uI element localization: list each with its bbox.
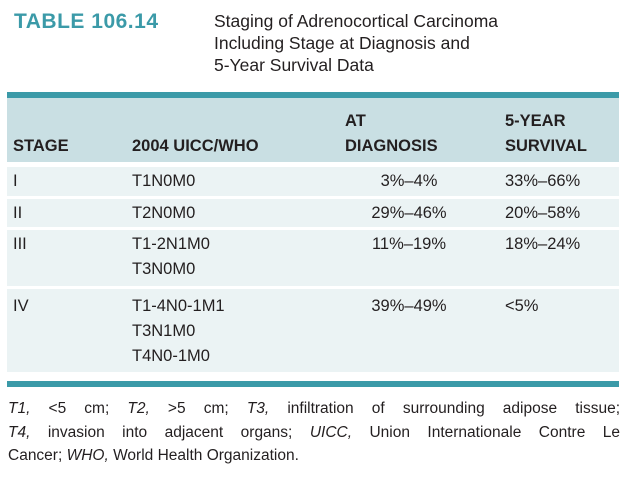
cell-uicc xyxy=(132,169,195,194)
footnote-def: <5 cm; xyxy=(30,400,128,417)
cell-stage: III xyxy=(13,235,27,253)
table-title xyxy=(214,10,498,76)
table-row xyxy=(7,167,619,196)
table-footnote xyxy=(8,397,620,468)
cell-stage: IV xyxy=(13,297,29,315)
uicc-line: T4N0-1M0 xyxy=(132,347,210,365)
table-number: TABLE 106.14 xyxy=(14,10,159,33)
footnote-line xyxy=(8,397,620,421)
cell-survival: 18%–24% xyxy=(505,235,581,253)
uicc-line: T1-2N1M0 xyxy=(132,235,210,253)
footnote-line xyxy=(8,421,620,445)
table-row xyxy=(7,199,619,227)
cell-diagnosis: 3%–4% xyxy=(380,172,438,190)
table-caption xyxy=(14,10,498,76)
table-bottom-rule xyxy=(7,381,619,387)
footnote-def: invasion into adjacent organs; xyxy=(30,423,310,441)
table-row xyxy=(7,230,619,286)
uicc-line: T3N1M0 xyxy=(132,322,196,340)
uicc-line: T1N0M0 xyxy=(132,172,196,190)
cell-stage: I xyxy=(13,172,18,190)
cell-survival: 20%–58% xyxy=(505,204,581,222)
cell-diagnosis: 29%–46% xyxy=(371,204,447,222)
footnote-term: T4, xyxy=(8,423,31,441)
footnote-def: Cancer; xyxy=(8,447,67,464)
cell-diagnosis: 39%–49% xyxy=(371,297,447,315)
table-title-line: 5-Year Survival Data xyxy=(214,55,374,75)
table-row xyxy=(7,289,619,372)
table-title-line: Staging of Adrenocortical Carcinoma xyxy=(214,11,499,31)
header-stage: STAGE xyxy=(13,137,69,155)
footnote-term: WHO, xyxy=(66,447,109,464)
cell-uicc xyxy=(132,232,210,282)
table-title-line: Including Stage at Diagnosis and xyxy=(214,33,470,53)
uicc-line: T3N0M0 xyxy=(132,260,196,278)
footnote-term: UICC, xyxy=(309,423,353,441)
uicc-line: T2N0M0 xyxy=(132,204,196,222)
header-diagnosis-line1: AT xyxy=(345,112,366,130)
footnote-def: infiltration of surrounding adipose tissue; xyxy=(269,400,621,417)
cell-survival: 33%–66% xyxy=(505,172,581,190)
cell-uicc xyxy=(132,201,195,226)
uicc-line: T1-4N0-1M1 xyxy=(132,297,225,315)
cell-diagnosis: 11%–19% xyxy=(371,235,446,253)
footnote-line xyxy=(8,444,620,468)
footnote-term: T1, xyxy=(8,400,31,417)
footnote-term: T3, xyxy=(246,400,270,417)
table-header xyxy=(7,98,619,162)
cell-uicc xyxy=(132,294,225,369)
cell-stage: II xyxy=(13,204,23,222)
header-survival-line2: SURVIVAL xyxy=(505,137,587,155)
footnote-def: Union Internationale Contre Le xyxy=(352,423,620,441)
footnote-def: >5 cm; xyxy=(149,400,247,417)
header-diagnosis-line2: DIAGNOSIS xyxy=(345,137,438,155)
footnote-term: T2, xyxy=(127,400,150,417)
footnote-def: World Health Organization. xyxy=(108,447,299,464)
cell-survival: <5% xyxy=(505,297,539,315)
header-uicc: 2004 UICC/WHO xyxy=(132,137,259,155)
header-survival-line1: 5-YEAR xyxy=(505,112,566,130)
